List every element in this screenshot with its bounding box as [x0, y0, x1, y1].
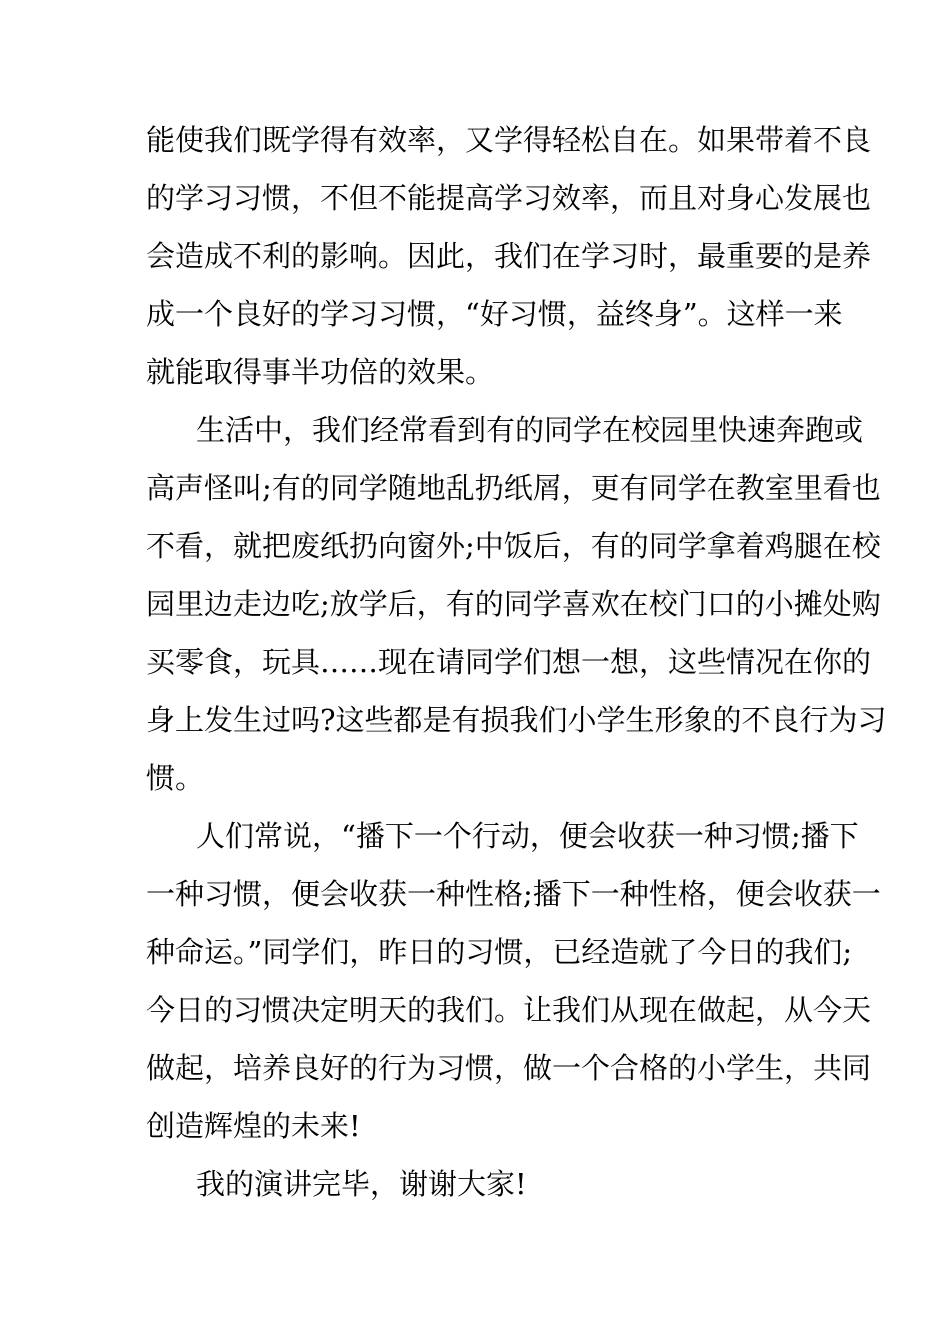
paragraph-2-line-5: 买零食，玩具……现在请同学们想一想，这些情况在你的 — [146, 645, 872, 679]
paragraph-2-line-4: 园里边走边吃;放学后，有的同学喜欢在校门口的小摊处购 — [146, 587, 881, 621]
paragraph-3-line-3: 种命运。”同学们，昨日的习惯，已经造就了今日的我们; — [146, 935, 853, 969]
paragraph-3-line-1: 人们常说，“播下一个行动，便会收获一种习惯;播下 — [196, 819, 859, 853]
paragraph-3-line-6: 创造辉煌的未来! — [146, 1109, 361, 1143]
paragraph-2-line-3: 不看，就把废纸扔向窗外;中饭后，有的同学拿着鸡腿在校 — [146, 529, 881, 563]
paragraph-3-line-4: 今日的习惯决定明天的我们。让我们从现在做起，从今天 — [146, 993, 872, 1027]
paragraph-1-line-2: 的学习习惯，不但不能提高学习效率，而且对身心发展也 — [146, 181, 872, 215]
paragraph-2-line-2: 高声怪叫;有的同学随地乱扔纸屑，更有同学在教室里看也 — [146, 471, 881, 505]
paragraph-2-line-6: 身上发生过吗?这些都是有损我们小学生形象的不良行为习 — [146, 703, 887, 737]
closing-line: 我的演讲完毕，谢谢大家! — [196, 1167, 527, 1201]
paragraph-1-line-1: 能使我们既学得有效率，又学得轻松自在。如果带着不良 — [146, 123, 872, 157]
paragraph-2-line-7: 惯。 — [146, 761, 205, 795]
paragraph-2-line-1: 生活中，我们经常看到有的同学在校园里快速奔跑或 — [196, 413, 864, 447]
paragraph-1-line-3: 会造成不利的影响。因此，我们在学习时，最重要的是养 — [146, 239, 872, 273]
paragraph-3-line-2: 一种习惯，便会收获一种性格;播下一种性格，便会收获一 — [146, 877, 881, 911]
paragraph-1-line-4: 成一个良好的学习习惯，“好习惯，益终身”。这样一来 — [146, 297, 843, 331]
paragraph-3-line-5: 做起，培养良好的行为习惯，做一个合格的小学生，共同 — [146, 1051, 872, 1085]
paragraph-1-line-5: 就能取得事半功倍的效果。 — [146, 355, 495, 389]
